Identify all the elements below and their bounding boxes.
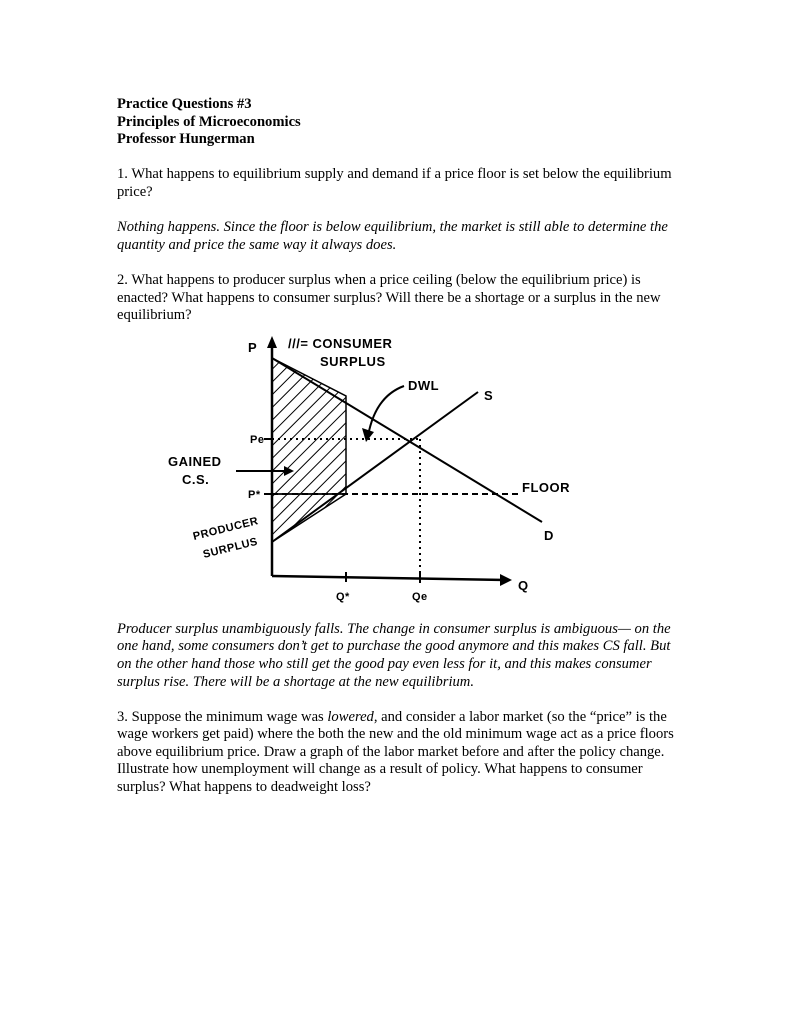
producer-surplus-line-2: SURPLUS [201, 535, 260, 561]
quantity-axis [272, 576, 506, 580]
axis-q-label: Q [518, 578, 529, 593]
quantity-axis-arrow [500, 574, 512, 586]
supply-demand-sketch [160, 328, 580, 620]
qe-label: Qe [412, 591, 428, 603]
pstar-label: P* [248, 489, 261, 501]
legend-line-1: ///= CONSUMER [288, 336, 393, 351]
axis-p-label: P [248, 340, 258, 355]
doc-title: Practice Questions #3 [117, 96, 252, 112]
producer-surplus-line-1: PRODUCER [191, 515, 260, 543]
price-axis-arrow [267, 336, 277, 348]
question-3-end: , and consider a labor market (so the “price” is the wage workers get paid) where the both the new and the old minimum wage act as a price floors above equilibrium price. Draw a graph of the labor market before and after the policy change. Illustrate how unemployment will change as a result of policy. What happens to consumer surplus? What happens to deadweight loss? [117, 708, 674, 796]
consumer-surplus-area [272, 358, 346, 494]
professor-name: Professor Hungerman [117, 131, 255, 148]
legend-line-2: SURPLUS [320, 354, 386, 369]
floor-label: FLOOR [522, 480, 570, 495]
question-3 [117, 709, 677, 797]
question-1: 1. What happens to equilibrium supply and demand if a price floor is set below the equilibrium price? [117, 166, 672, 200]
supply-label: S [484, 388, 494, 403]
gained-cs-line-1: GAINED [168, 454, 222, 469]
demand-label: D [544, 528, 554, 543]
gained-cs-line-2: C.S. [182, 472, 210, 487]
answer-1: Nothing happens. Since the floor is below equilibrium, the market is still able to determine the quantity and price the same way it always does. [117, 219, 668, 253]
course-name: Principles of Microeconomics [117, 113, 301, 130]
qstar-label: Q* [336, 591, 350, 603]
question-2: 2. What happens to producer surplus when a price ceiling (below the equilibrium price) is enacted? What happens to consumer surplus? Will there be a shortage or a surplus in the new equilibrium? [117, 271, 661, 324]
pe-label: Pe [250, 434, 265, 446]
question-3-emphasis: lowered [327, 708, 374, 725]
dwl-label: DWL [408, 378, 440, 393]
dwl-arrow [368, 386, 404, 436]
answer-2: Producer surplus unambiguously falls. The change in consumer surplus is ambiguous— on the one hand, some consumers don’t get to purchase the good anymore and this makes CS fall. But on the other hand those who still get the good pay even less for it, and this makes consumer surplus rise. There will be a shortage at the new equilibrium. [117, 620, 671, 690]
question-3-start: 3. Suppose the minimum wage was [117, 708, 328, 725]
